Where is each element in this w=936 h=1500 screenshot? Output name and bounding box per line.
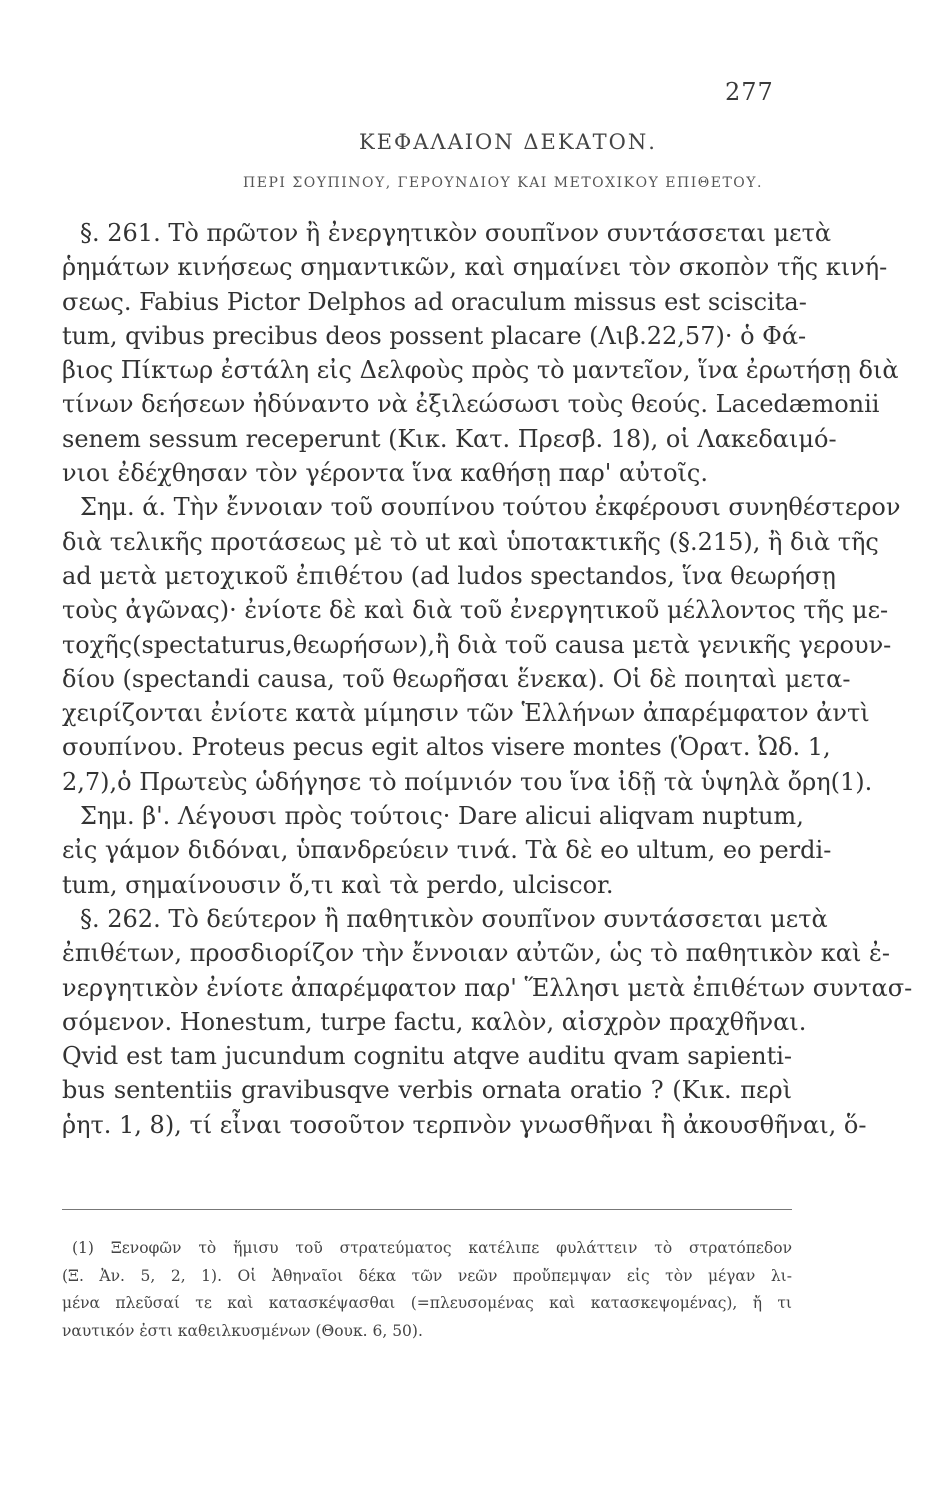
body-line: βιος Πίκτωρ ἐστάλη εἰς Δελφοὺς πρὸς τὸ μαντεῖον, ἵνα ἐρωτήσῃ διὰ [62, 356, 899, 385]
body-line: τοὺς ἀγῶνας)· ἐνίοτε δὲ καὶ διὰ τοῦ ἐνεργητικοῦ μέλλοντος τῆς με- [62, 596, 889, 625]
body-line: ad μετὰ μετοχικοῦ ἐπιθέτου (ad ludos spectandos, ἵνα θεωρήσῃ [62, 561, 836, 590]
page-number: 277 [725, 78, 774, 106]
body-line: ἐπιθέτων, προσδιορίζον τὴν ἔννοιαν αὐτῶν, ὡς τὸ παθητικὸν καὶ ἐ- [62, 939, 890, 968]
body-line: σεως. Fabius Pictor Delphos ad oraculum missus est sciscita- [62, 287, 807, 316]
body-line: senem sessum receperunt (Κικ. Κατ. Πρεσβ. 18), οἱ Λακεδαιμό- [62, 424, 837, 453]
body-line: Qvid est tam jucundum cognitu atqve auditu qvam sapienti- [62, 1042, 792, 1071]
body-line: tum, qvibus precibus deos possent placare (Λιβ.22,57)· ὁ Φά- [62, 321, 807, 350]
body-line: σουπίνου. Proteus pecus egit altos visere montes (Ὁρατ. Ὠδ. 1, [62, 733, 831, 762]
body-line: Σημ. ά. Τὴν ἔννοιαν τοῦ σουπίνου τούτου ἐκφέρουσι συνηθέστερον [80, 493, 901, 522]
body-line: νεργητικὸν ἐνίοτε ἀπαρέμφατον παρ' Ἕλλησι μετὰ ἐπιθέτων συντασ- [62, 973, 913, 1002]
body-line: bus sententiis gravibusqve verbis ornata oratio ? (Κικ. περὶ [62, 1076, 792, 1105]
footnotes [62, 1235, 792, 1345]
body-line: §. 262. Τὸ δεύτερον ἢ παθητικὸν σουπῖνον συντάσσεται μετὰ [80, 904, 828, 933]
footnote-line: ναυτικόν ἐστι καθειλκυσμένων (Θουκ. 6, 50). [62, 1321, 423, 1340]
body-line: tum, σημαίνουσιν ὅ,τι καὶ τὰ perdo, ulciscor. [62, 870, 614, 899]
body-line: διὰ τελικῆς προτάσεως μὲ τὸ ut καὶ ὑποτακτικῆς (§.215), ἢ διὰ τῆς [62, 527, 879, 556]
body-line: 2,7),ὁ Πρωτεὺς ὡδήγησε τὸ ποίμνιόν του ἵνα ἰδῇ τὰ ὑψηλὰ ὄρη(1). [62, 767, 873, 796]
body-line: §. 261. Τὸ πρῶτον ἢ ἐνεργητικὸν σουπῖνον συντάσσεται μετὰ [80, 219, 832, 247]
body-line: χειρίζονται ἐνίοτε κατὰ μίμησιν τῶν Ἑλλήνων ἀπαρέμφατον ἀντὶ [62, 699, 870, 728]
body-line: τοχῆς(spectaturus,θεωρήσων),ἢ διὰ τοῦ causa μετὰ γενικῆς γερουν- [62, 630, 892, 659]
footnote-line: (Ξ. Ἀν. 5, 2, 1). Οἱ Ἀθηναῖοι δέκα τῶν νεῶν προὔπεμψαν εἰς τὸν μέγαν λι- [62, 1266, 792, 1285]
body-text [62, 216, 913, 1142]
body-line: τίνων δεήσεων ἠδύναντο νὰ ἐξιλεώσωσι τοὺς θεούς. Lacedæmonii [62, 390, 880, 419]
body-line: ῥητ. 1, 8), τί εἶναι τοσοῦτον τερπνὸν γνωσθῆναι ἢ ἀκουσθῆναι, ὅ- [62, 1110, 867, 1139]
body-line: δίου (spectandi causa, τοῦ θεωρῆσαι ἕνεκα). Οἱ δὲ ποιηταὶ μετα- [62, 664, 851, 693]
footnote-line: μένα πλεῦσαί τε καὶ κατασκέψασθαι (=πλευσομένας καὶ κατασκεψομένας), ἤ τι [62, 1294, 792, 1312]
body-line: σόμενον. Honestum, turpe factu, καλὸν, αἰσχρὸν πραχθῆναι. [62, 1007, 807, 1036]
footnote-line: (1) Ξενοφῶν τὸ ἥμισυ τοῦ στρατεύματος κατέλιπε φυλάττειν τὸ στρατόπεδον [72, 1239, 792, 1257]
body-line: νιοι ἐδέχθησαν τὸν γέροντα ἵνα καθήσῃ παρ' αὐτοῖς. [62, 459, 708, 488]
chapter-subtitle: ΠΕΡΙ ΣΟΥΠΙΝΟΥ, ΓΕΡΟΥΝΔΙΟΥ ΚΑΙ ΜΕΤΟΧΙΚΟΥ ΕΠΙΘΕΤΟΥ. [243, 175, 763, 191]
body-line: ῥημάτων κινήσεως σημαντικῶν, καὶ σημαίνει τὸν σκοπὸν τῆς κινή- [62, 253, 888, 282]
body-line: Σημ. β'. Λέγουσι πρὸς τούτοις· Dare alicui aliqvam nuptum, [80, 802, 804, 831]
body-line: εἰς γάμον διδόναι, ὑπανδρεύειν τινά. Τὰ δὲ eo ultum, eo perdi- [62, 836, 832, 865]
chapter-title: ΚΕΦΑΛΑΙΟΝ ΔΕΚΑΤΟΝ. [359, 130, 657, 154]
footnote-divider [62, 1209, 792, 1210]
